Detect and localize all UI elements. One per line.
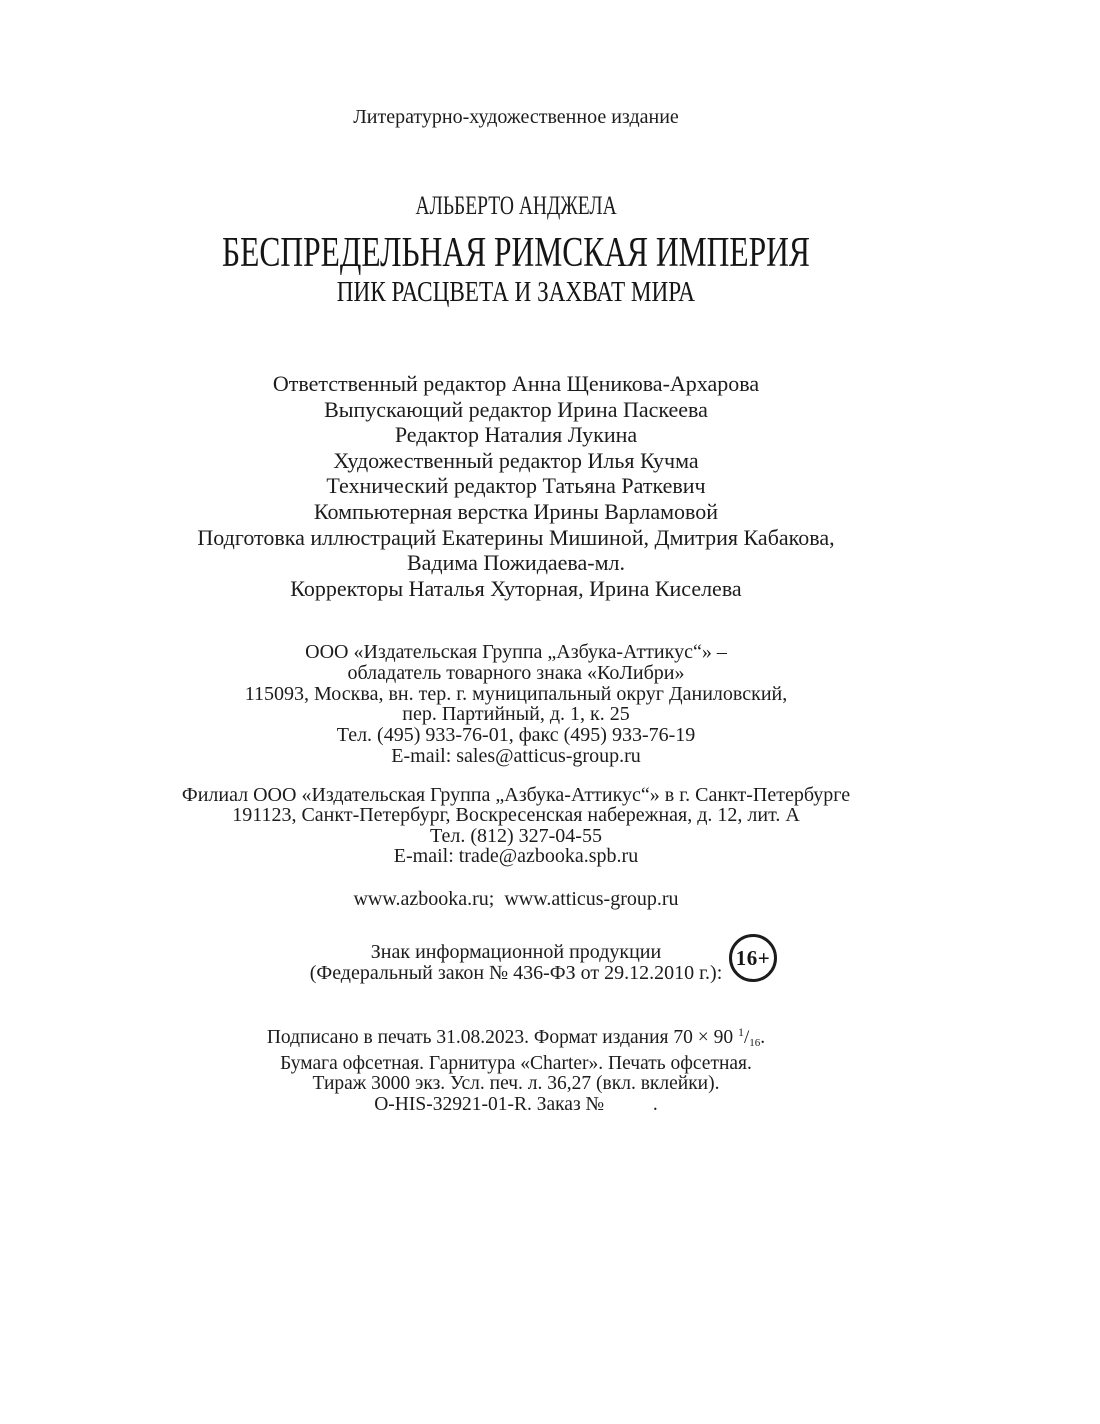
age-rating-label-line2: (Федеральный закон № 436-ФЗ от 29.12.2010 г.):	[309, 962, 723, 984]
age-rating-label-line1: Знак информационной продукции	[370, 941, 662, 963]
credit-line-managing-editor: Выпускающий редактор Ирина Паскеева	[324, 396, 708, 422]
edition-type: Литературно-художественное издание	[353, 106, 679, 128]
imprint-format-period: .	[760, 1027, 766, 1048]
credit-line-illustrations: Подготовка иллюстраций Екатерины Мишиной, Дмитрия Кабакова,	[197, 524, 835, 550]
credit-line-art-editor: Художественный редактор Илья Кучма	[333, 447, 699, 473]
imprint-line-print-date	[0, 1022, 1032, 1054]
publisher-phone: Тел. (495) 933-76-01, факс (495) 933-76-19	[336, 724, 696, 747]
book-title-text: БЕСПРЕДЕЛЬНАЯ РИМСКАЯ ИМПЕРИЯ	[222, 230, 810, 276]
branch-email: E-mail: trade@azbooka.spb.ru	[393, 845, 639, 868]
websites-line: www.azbooka.ru; www.atticus-group.ru	[353, 888, 679, 910]
book-subtitle-text: ПИК РАСЦВЕТА И ЗАХВАТ МИРА	[336, 276, 696, 308]
branch-address: 191123, Санкт-Петербург, Воскресенская набережная, д. 12, лит. А	[232, 804, 800, 827]
book-title	[0, 230, 1032, 276]
credit-line-illustrations-cont: Вадима Пожидаева-мл.	[406, 550, 626, 576]
credit-line-proofreaders: Корректоры Наталья Хуторная, Ирина Киселева	[290, 575, 742, 601]
fraction-denominator: 16	[749, 1037, 761, 1049]
credits-block	[0, 371, 1032, 601]
publisher-block	[0, 642, 1032, 767]
credit-line-editor: Редактор Наталия Лукина	[394, 422, 638, 448]
book-author	[0, 192, 1032, 220]
credit-line-technical-editor: Технический редактор Татьяна Раткевич	[326, 473, 706, 499]
branch-name: Филиал ООО «Издательская Группа „Азбука-Аттикус“» в г. Санкт-Петербурге	[181, 784, 851, 806]
publisher-trademark: обладатель товарного знака «КоЛибри»	[347, 661, 685, 684]
publisher-address-line1: 115093, Москва, вн. тер. г. муниципальный округ Даниловский,	[244, 682, 788, 705]
publisher-address-line2: пер. Партийный, д. 1, к. 25	[402, 703, 630, 726]
branch-block	[0, 785, 1032, 867]
age-rating-badge	[729, 934, 777, 982]
imprint-line-print-run: Тираж 3000 экз. Усл. печ. л. 36,27 (вкл. вклейки).	[312, 1073, 720, 1095]
age-rating-badge-text: 16+	[735, 946, 771, 970]
imprint-block	[0, 1022, 1032, 1116]
publisher-name: ООО «Издательская Группа „Азбука-Аттикус“» –	[305, 641, 727, 663]
imprint-line-paper-typeface: Бумага офсетная. Гарнитура «Charter». Печать офсетная.	[280, 1052, 752, 1074]
credit-line-layout: Компьютерная верстка Ирины Варламовой	[313, 498, 719, 524]
imprint-line-order-number: O-HIS-32921-01-R. Заказ № .	[374, 1094, 658, 1116]
credit-line-responsible-editor: Ответственный редактор Анна Щеникова-Архарова	[272, 371, 760, 396]
book-subtitle	[0, 276, 1032, 308]
fraction-slash: /	[744, 1027, 750, 1048]
publisher-email: E-mail: sales@atticus-group.ru	[391, 744, 641, 767]
age-rating-label	[0, 942, 1032, 984]
book-author-text: АЛЬБЕРТО АНДЖЕЛА	[415, 191, 617, 220]
branch-phone: Тел. (812) 327-04-55	[430, 824, 602, 847]
fraction-numerator: 1	[738, 1025, 744, 1039]
imprint-format-text: Подписано в печать 31.08.2023. Формат издания 70 × 90	[266, 1027, 738, 1048]
